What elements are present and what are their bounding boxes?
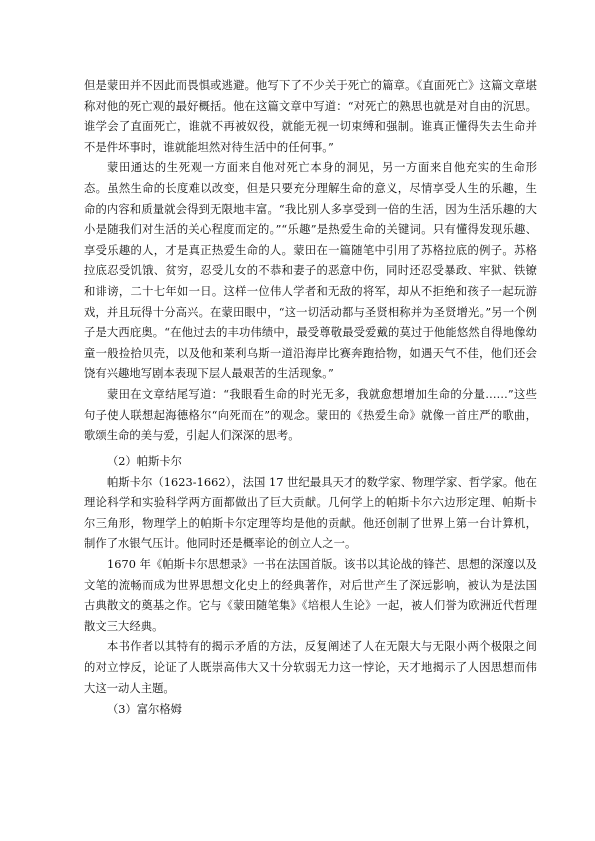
section-heading-pascal: （2）帕斯卡尔 xyxy=(107,454,182,468)
paragraph-conclusion: 蒙田在文章结尾写道：“我眼看生命的时光无多，我就愈想增加生命的分量……”这些句子使人联想起海德格尔“向死而在”的观念。蒙田的《热爱生命》就像一首庄严的歌曲，歌颂生命的美与爱，引起人们深深的思考。 xyxy=(84,387,537,443)
section-heading-fulghum: （3）富尔格姆 xyxy=(107,703,182,717)
paragraph-life-view: 蒙田通达的生死观一方面来自他对死亡本身的洞见，另一方面来自他充实的生命形态。虽然生命的长度难以改变，但是只要充分理解生命的意义，尽情享受人生的乐趣，生命的内容和质量就会得到无限地丰富。“我比别人多享受到一倍的生活，因为生活乐趣的大小是随我们对生活的关心程度而定的。”“乐趣”是热爱生命的关键词。只有懂得发现乐趣、享受乐趣的人，才是真正热爱生命的人。蒙田在一篇随笔中引用了苏格拉底的例子。苏格拉底忍受饥饿、贫穷，忍受儿女的不恭和妻子的恶意中伤，同时还忍受暴政、牢狱、铁镣和诽谤，二十七年如一日。这样一位伟人学者和无敌的将军，却从不拒绝和孩子一起玩游戏，并且玩得十分高兴。在蒙田眼中，“这一切活动都与圣贤相称并为圣贤增光。”另一个例子是大西庇奥。“在他过去的丰功伟绩中，最受尊敬最受爱戴的莫过于他能悠然自得地像幼童一般捡拾贝壳，以及他和莱利乌斯一道沿海岸比赛奔跑拾物，如遇天气不佳，他们还会饶有兴趣地写剧本表现下层人最艰苦的生活现象。” xyxy=(84,161,537,381)
paragraph-pascal-pensees: 1670 年《帕斯卡尔思想录》一书在法国首版。该书以其论战的锋芒、思想的深邃以及文笔的流畅而成为世界思想文化史上的经典著作，对后世产生了深远影响，被认为是法国古典散文的奠基之作。它与《蒙田随笔集》《培根人生论》一起，被人们誉为欧洲近代哲理散文三大经典。 xyxy=(84,558,537,633)
paragraph-pascal-method: 本书作者以其特有的揭示矛盾的方法，反复阐述了人在无限大与无限小两个极限之间的对立悖反，论证了人既崇高伟大又十分软弱无力这一悖论，天才地揭示了人因思想而伟大这一动人主题。 xyxy=(84,640,537,695)
paragraph-death-essay: 但是蒙田并不因此而畏惧或逃避。他写下了不少关于死亡的篇章。《直面死亡》这篇文章堪称对他的死亡观的最好概括。他在这篇文章中写道：“对死亡的熟思也就是对自由的沉思。谁学会了直面死亡，谁就不再被奴役，就能无视一切束缚和强制。谁真正懂得失去生命并不是件坏事时，谁就能坦然对待生活中的任何事。” xyxy=(84,79,537,154)
paragraph-pascal-bio: 帕斯卡尔（1623-1662），法国 17 世纪最具天才的数学家、物理学家、哲学家。他在理论科学和实验科学两方面都做出了巨大贡献。几何学上的帕斯卡尔六边形定理、帕斯卡尔三角形，物理学上的帕斯卡尔定理等均是他的贡献。他还创制了世界上第一台计算机，制作了水银气压计。他同时还是概率论的创立人之一。 xyxy=(84,475,537,551)
